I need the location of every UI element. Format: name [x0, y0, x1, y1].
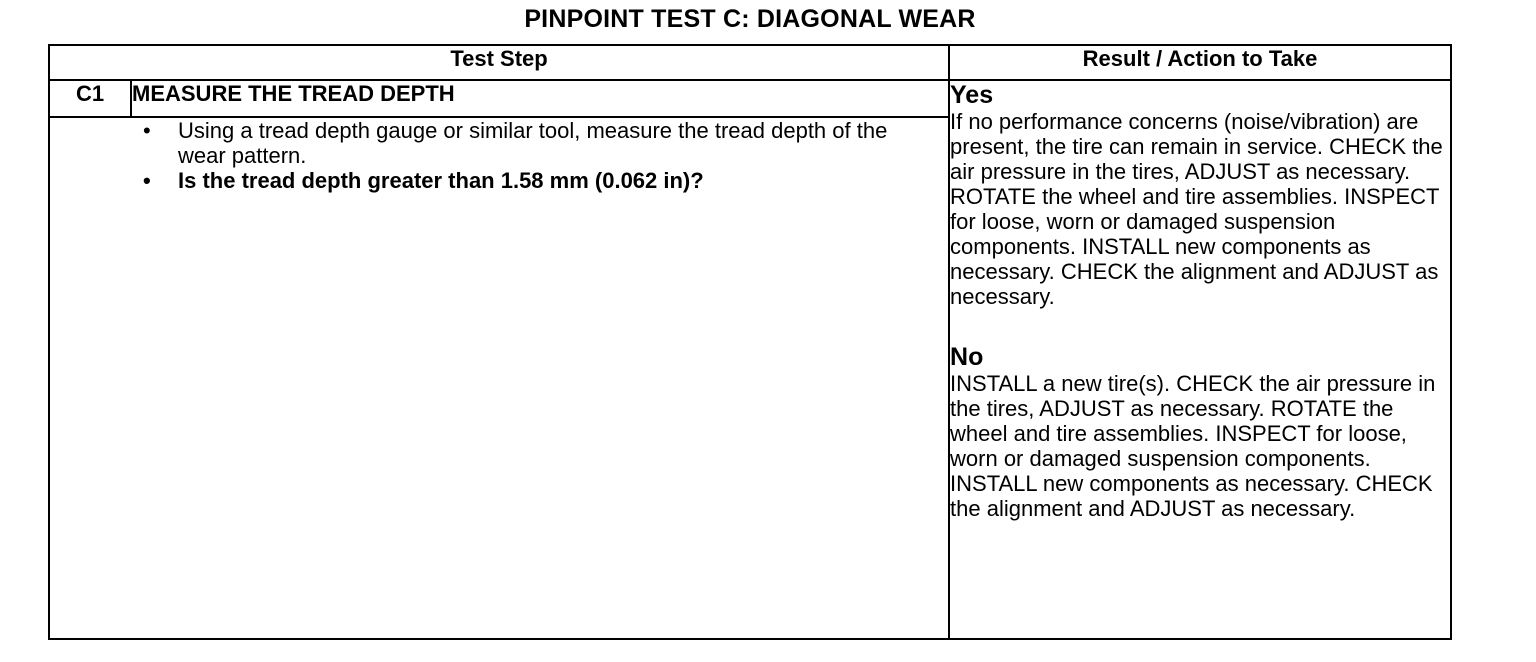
step-title: MEASURE THE TREAD DEPTH	[131, 80, 949, 117]
table-header-row	[49, 45, 1451, 80]
step-title-row	[49, 80, 1451, 117]
result-no-label: No	[950, 343, 984, 371]
result-action-header: Result / Action to Take	[949, 45, 1451, 80]
pinpoint-test-table	[48, 44, 1452, 640]
result-cell	[949, 80, 1451, 639]
result-yes-text: If no performance concerns (noise/vibration) are present, the tire can remain in service. CHECK the air pressure in the tires, ADJUST as necessary. ROTATE the wheel and tire assemblies. INSPECT for loose, worn or damaged suspension components. INSTALL new components as necessary. CHECK the alignment and ADJUST as necessary.	[950, 109, 1443, 309]
test-step-header: Test Step	[49, 45, 949, 80]
page-title: PINPOINT TEST C: DIAGONAL WEAR	[524, 5, 976, 33]
list-item	[131, 118, 948, 168]
step-id: C1	[49, 80, 131, 117]
bullet-question-text: Is the tread depth greater than 1.58 mm (0.062 in)?	[178, 168, 704, 193]
step-body	[131, 117, 949, 639]
step-id-blank	[49, 117, 131, 639]
bullet-text: Using a tread depth gauge or similar tool, measure the tread depth of the wear pattern.	[178, 118, 888, 168]
list-item	[131, 168, 948, 193]
bullet-icon: •	[143, 118, 151, 143]
result-yes-label: Yes	[950, 81, 994, 109]
step-bullet-list	[131, 118, 948, 193]
result-no-text: INSTALL a new tire(s). CHECK the air pressure in the tires, ADJUST as necessary. ROTATE the wheel and tire assemblies. INSPECT for loose, worn or damaged suspension components. INSTALL new components as necessary. CHECK the alignment and ADJUST as necessary.	[950, 371, 1436, 521]
bullet-icon: •	[143, 168, 151, 193]
